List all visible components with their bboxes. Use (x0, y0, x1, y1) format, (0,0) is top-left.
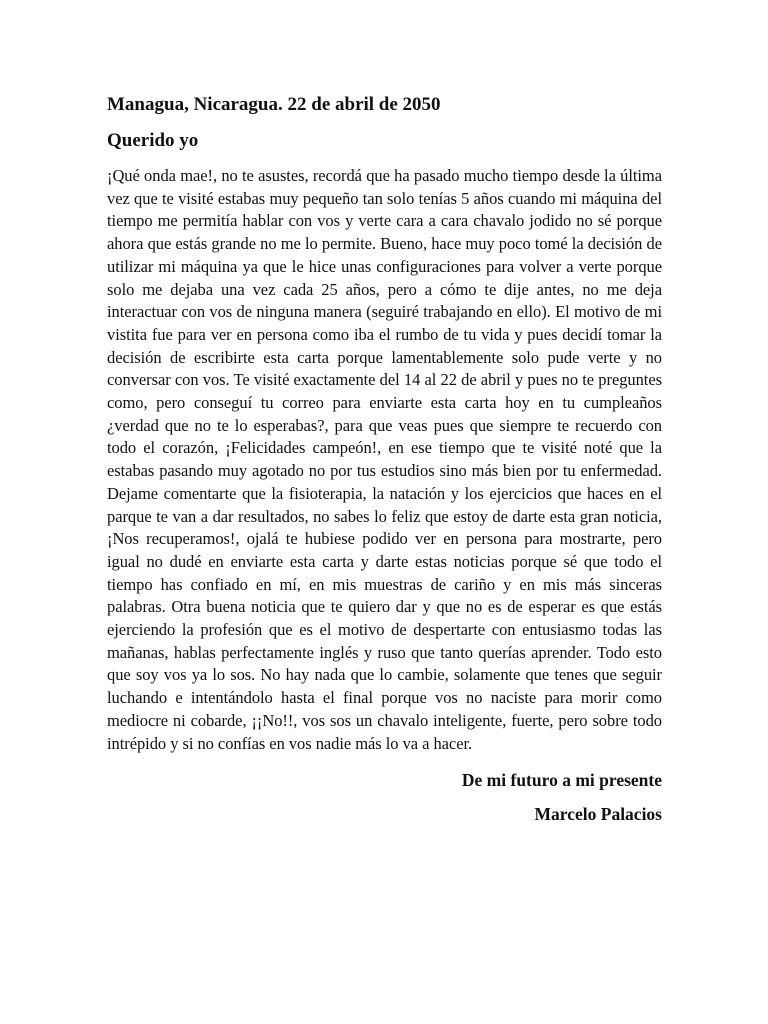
letter-salutation: Querido yo (107, 130, 199, 151)
letter-body: ¡Qué onda mae!, no te asustes, recordá que ha pasado mucho tiempo desde la última vez que te visité estabas muy pequeño tan solo tenías 5 años cuando mi máquina del tiempo me permitía hablar con vos y verte cara a cara chavalo jodido no sé porque ahora que estás grande no me lo permite. Bueno, hace muy poco tomé la decisión de utilizar mi máquina ya que le hice unas configuraciones para volver a verte porque solo me dejaba una vez cada 25 años, pero a cómo te dije antes, no me deja interactuar con vos de ninguna manera (seguiré trabajando en ello). El motivo de mi vistita fue para ver en persona como iba el rumbo de tu vida y pues decidí tomar la decisión de escribirte esta carta porque lamentablemente solo pude verte y no conversar con vos. Te visité exactamente del 14 al 22 de abril y pues no te preguntes como, pero conseguí tu correo para enviarte esta carta hoy en tu cumpleaños ¿verdad que no te lo esperabas?, para que veas pues que siempre te recuerdo con todo el corazón, ¡Felicidades campeón!, en ese tiempo que te visité noté que la estabas pasando muy agotado no por tus estudios sino más bien por tu enfermedad. Dejame comentarte que la fisioterapia, la natación y los ejercicios que haces en el parque te van a dar resultados, no sabes lo feliz que estoy de darte esta gran noticia, ¡Nos recuperamos!, ojalá te hubiese podido ver en persona para mostrarte, pero igual no dudé en enviarte esta carta y darte estas noticias porque sé que todo el tiempo has confiado en mí, en mis muestras de cariño y en mis más sinceras palabras. Otra buena noticia que te quiero dar y que no es de esperar es que estás ejerciendo la profesión que es el motivo de despertarte con entusiasmo todas las mañanas, hablas perfectamente inglés y ruso que tanto querías aprender. Todo esto que soy vos ya lo sos. No hay nada que lo cambie, solamente que tenes que seguir luchando e intentándolo hasta el final porque vos no naciste para morir como mediocre ni cobarde, ¡¡No!!, vos sos un chavalo inteligente, fuerte, pero sobre todo intrépido y si no confías en vos nadie más lo va a hacer. (107, 166, 662, 753)
letter-signature: Marcelo Palacios (534, 804, 662, 825)
letter (107, 93, 662, 825)
letter-closing: De mi futuro a mi presente (461, 770, 662, 791)
letter-place-date: Managua, Nicaragua. 22 de abril de 2050 (107, 94, 441, 115)
